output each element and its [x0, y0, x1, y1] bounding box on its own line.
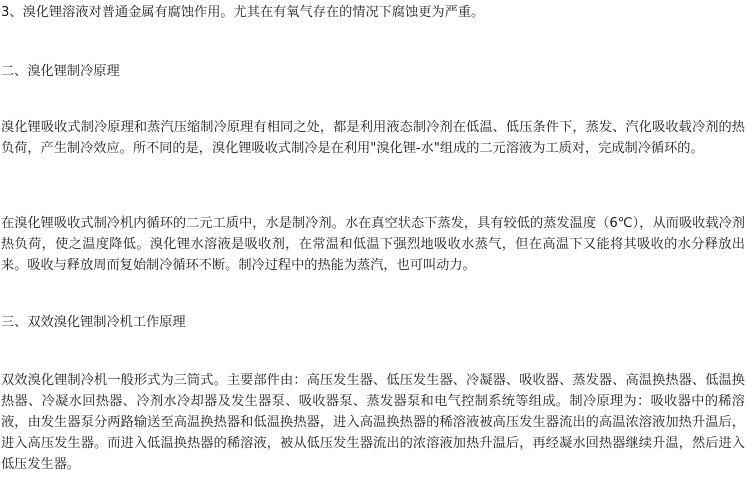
section-heading-double-effect: 三、双效溴化锂制冷机工作原理 [1, 315, 186, 330]
paragraph-working-pair: 在溴化锂吸收式制冷机内循环的二元工质中，水是制冷剂。水在真空状态下蒸发，具有较低的蒸发温度（6℃），从而吸收载冷剂热负荷，使之温度降低。溴化锂水溶液是吸收剂，在常温和低温下强烈地吸收水蒸气，但在高温下又能将其吸收的水分释放出来。吸收与释放周而复始制冷循环不断。制冷过程中的热能为蒸汽，也可叫动力。 [1, 216, 745, 273]
paragraph-double-effect-description: 双效溴化锂制冷机一般形式为三筒式。主要部件由：高压发生器、低压发生器、冷凝器、吸收器、蒸发器、高温换热器、低温换热器、冷凝水回热器、冷剂水冷却器及发生器泵、吸收器泵、蒸发器泵和电气控制系统等组成。制冷原理为：吸收器中的稀溶液，由发生器泵分两路输送至高温换热器和低温换热器，进入高温换热器的稀溶液被高压发生器流出的高温浓溶液加热升温后，进入高压发生器。而进入低温换热器的稀溶液，被从低压发生器流出的浓溶液加热升温后，再经凝水回热器继续升温，然后进入低压发生器。 [1, 373, 745, 472]
paragraph-absorption-principle: 溴化锂吸收式制冷原理和蒸汽压缩制冷原理有相同之处，都是利用液态制冷剂在低温、低压条件下，蒸发、汽化吸收载冷剂的热负荷，产生制冷效应。所不同的是，溴化锂吸收式制冷是在利用"溴化锂-水"组成的二元溶液为工质对，完成制冷循环的。 [1, 120, 745, 156]
section-heading-refrigeration-principle: 二、溴化锂制冷原理 [1, 64, 120, 79]
paragraph-corrosion-note: 3、溴化锂溶液对普通金属有腐蚀作用。尤其在有氧气存在的情况下腐蚀更为严重。 [1, 5, 485, 20]
